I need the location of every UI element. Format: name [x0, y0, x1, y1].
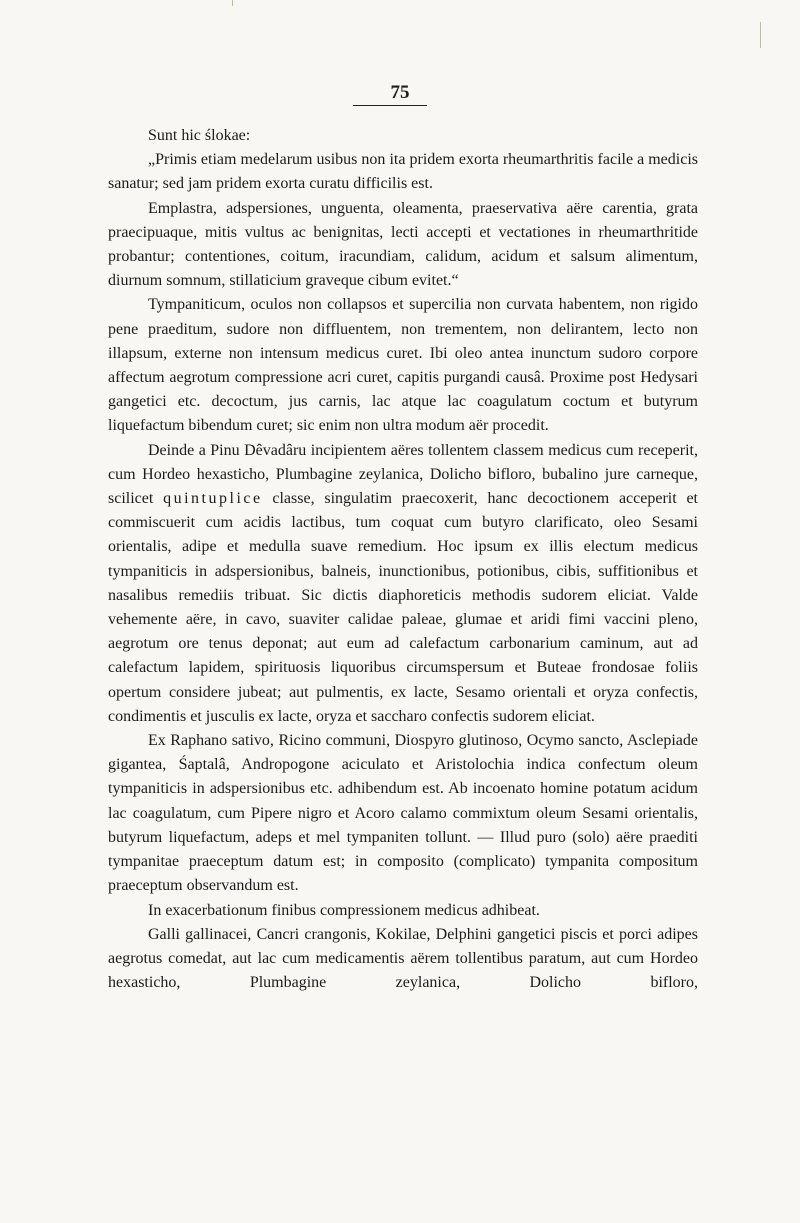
scan-artifact — [232, 0, 233, 6]
paragraph-7: Galli gallinacei, Cancri crangonis, Kokilae, Delphini gangetici piscis et porci adipes aegrotus comedat, aut lac cum medicamentis aërem tollentibus paratum, aut cum Hordeo hexasticho, Plumbagine zeylanica, Dolicho bifloro, — [108, 925, 698, 992]
paragraph-1: „Primis etiam medelarum usibus non ita pridem exorta rheumarthritis facile a medicis sanatur; sed jam pridem exorta curatu difficilis est. — [108, 151, 698, 193]
paragraph-5: Ex Raphano sativo, Ricino communi, Diospyro glutinoso, Ocymo sancto, Asclepiade gigantea, Śaptalâ, Andropogone aciculato et Aristolochia indica confectum oleum tympaniticis in adspersionibus etc. adhibendum est. Ab incoenato homine potatum acidum lac coagulatum, cum Pipere nigro et Acoro calamo commixtum oleum Sesami orientalis, butyrum liquefactum, adeps et mel tympaniten tollunt. — Illud puro (solo) aëre praediti tympanitae praeceptum datum est; in composito (complicato) tympanita compositum praeceptum observandum est. — [108, 732, 698, 895]
paragraph-4 — [108, 439, 698, 729]
body-text — [108, 124, 698, 995]
paragraph-4-part-1: Deinde a Pinu Dêvadâru incipientem aëres tollentem classem medicus cum receperit, cum Hordeo hexasticho, Plumbagine zeylanica, Dolicho bifloro, bubalino jure carneque, scilicet — [108, 441, 698, 508]
section-heading: Sunt hic ślokae: — [148, 127, 251, 144]
paragraph-4-spaced-word: quintuplice — [163, 490, 263, 508]
paragraph-2: Emplastra, adspersiones, unguenta, oleamenta, praeservativa aëre carentia, grata praecipuaque, mitis vultus ac benignitas, lecti accepti et vectationes in rheumarthritide probantur; contentiones, coitum, iracundiam, calidum, acidum et salsum alimentum, diurnum somnum, stillaticium graveque cibum evitet.“ — [108, 199, 698, 290]
page-number-rule — [353, 105, 427, 106]
paragraph-4-part-2: classe, singulatim praecoxerit, hanc decoctionem acceperit et commiscuerit cum acidis lactibus, tum coquat cum butyro clarificato, oleo Sesami orientalis, adipe et medulla suave remedium. Hoc ipsum ex illis electum medicus tympaniticis in adspersionibus, balneis, inunctionibus, potionibus, cibis, suffitionibus et nasalibus remediis tribuat. Sic dictis diaphoreticis methodis sudorem eliciat. Valde vehemente aëre, in cavo, suaviter calidae paleae, glumae et aridi fimi vaccini pleno, aegrotum ore tenus deponat; aut eum ad calefactum carbonarium caminum, aut ad calefactum lapidem, spirituosis liquoribus circumspersum et Buteae frondosae foliis opertum considere jubeat; aut pulmentis, ex lacte, Sesamo orientali et oryza confectis, condimentis et jusculis ex lacte, oryza et saccharo confectis sudorem eliciat. — [108, 490, 699, 725]
scan-artifact — [760, 22, 761, 48]
paragraph-3: Tympaniticum, oculos non collapsos et supercilia non curvata habentem, non rigido pene praeditum, sudore non diffluentem, non trementem, non delirantem, lecto non illapsum, externe non intensum medicus curet. Ibi oleo antea inunctum sudoro corpore affectum aegrotum compressione acri curet, capitis purgandi causâ. Proxime post Hedysari gangetici etc. decoctum, jus carnis, lac atque lac coagulatum coctum et butyrum liquefactum bibendum curet; sic enim non ultra modum aër procedit. — [108, 296, 698, 435]
paragraph-6: In exacerbationum finibus compressionem medicus adhibeat. — [148, 901, 540, 919]
page-number: 75 — [390, 82, 410, 103]
